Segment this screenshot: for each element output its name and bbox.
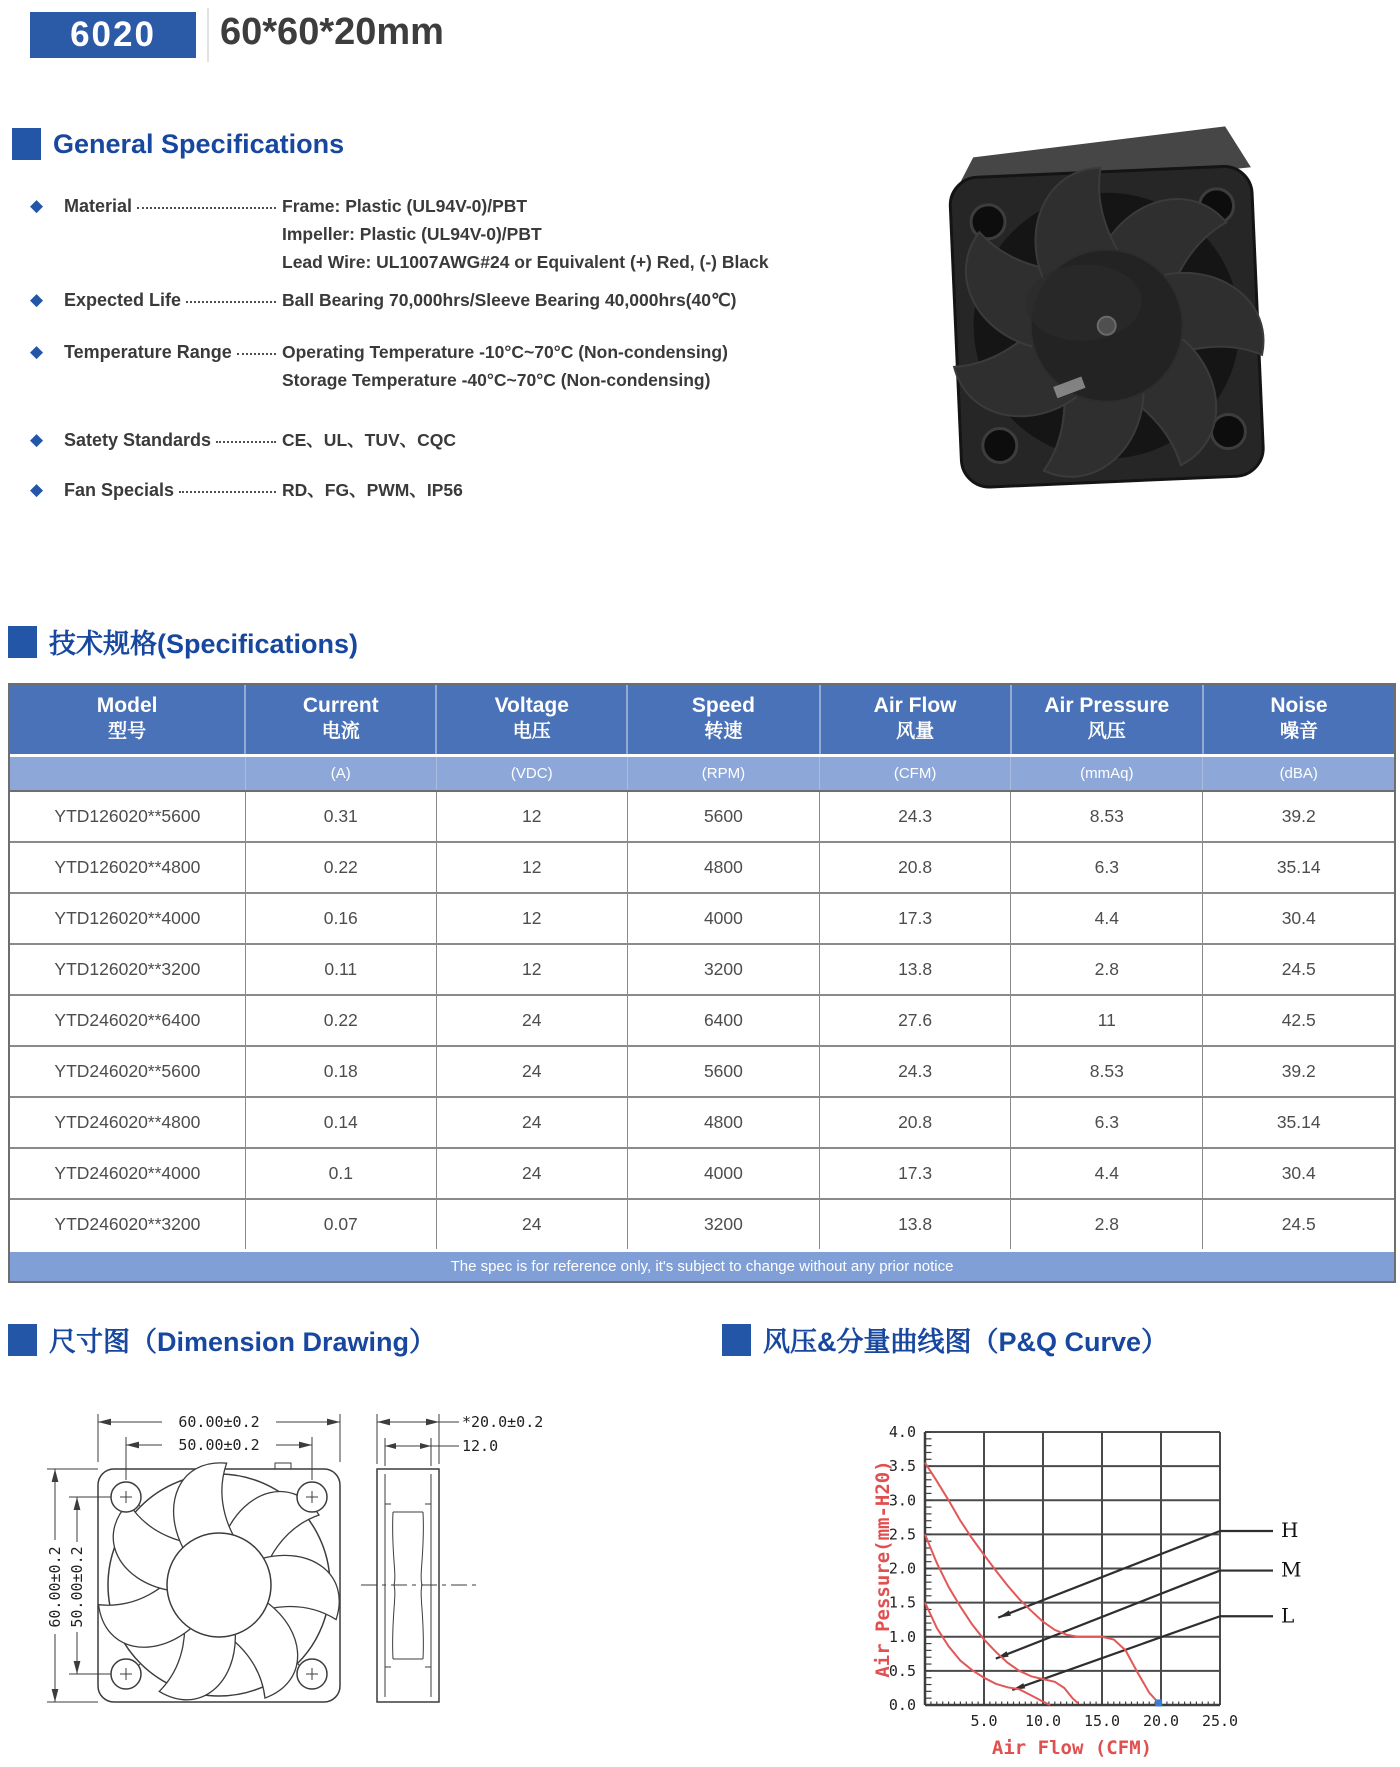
table-cell: 5600 — [627, 791, 819, 842]
y-tick-label: 0.0 — [888, 1696, 916, 1714]
table-cell: 0.31 — [245, 791, 436, 842]
table-cell: 35.14 — [1203, 842, 1394, 893]
speed-line-H — [998, 1531, 1220, 1618]
spec-value-line: Operating Temperature -10°C~70°C (Non-condensing) — [282, 342, 728, 362]
spec-item — [30, 476, 830, 504]
frame-notch — [275, 1463, 291, 1469]
unit-cell: (CFM) — [820, 756, 1011, 792]
dim-hole-pitch-v-label: 50.00±0.2 — [68, 1546, 86, 1628]
pq-chart — [745, 1385, 1345, 1767]
general-specs-header — [12, 128, 344, 160]
table-cell: 3200 — [627, 1199, 819, 1251]
table-row — [10, 944, 1394, 995]
diamond-bullet-icon: ◆ — [30, 196, 44, 215]
x-tick-label: 20.0 — [1142, 1712, 1180, 1730]
spec-value-line: Lead Wire: UL1007AWG#24 or Equivalent (+) Red, (-) Black — [282, 252, 769, 272]
table-cell: 13.8 — [820, 944, 1011, 995]
diamond-bullet-icon: ◆ — [30, 342, 44, 361]
table-row — [10, 1046, 1394, 1097]
table-cell: 0.22 — [245, 842, 436, 893]
x-axis-label: Air Flow (CFM) — [991, 1737, 1153, 1759]
spec-table-wrap — [8, 683, 1396, 1283]
y-tick-label: 3.0 — [888, 1491, 916, 1510]
spec-value — [282, 476, 830, 504]
table-cell: 4800 — [627, 1097, 819, 1148]
curve-end-marker — [1155, 1699, 1162, 1706]
table-cell: 11 — [1011, 995, 1203, 1046]
table-cell: 0.16 — [245, 893, 436, 944]
dotted-leader — [216, 426, 276, 443]
table-cell: 27.6 — [820, 995, 1011, 1046]
table-cell: YTD126020**4800 — [10, 842, 245, 893]
y-tick-label: 0.5 — [888, 1661, 916, 1680]
table-cell: 8.53 — [1011, 791, 1203, 842]
table-cell: YTD246020**5600 — [10, 1046, 245, 1097]
table-cell: YTD246020**4000 — [10, 1148, 245, 1199]
table-cell: 6.3 — [1011, 842, 1203, 893]
column-header: Speed 转速 — [627, 685, 819, 756]
hub-screw — [1097, 316, 1116, 335]
section-square-icon — [8, 626, 37, 658]
badge-divider — [207, 8, 209, 62]
spec-value-line: CE、UL、TUV、CQC — [282, 430, 457, 450]
table-cell: 6400 — [627, 995, 819, 1046]
speed-label-L: L — [1281, 1603, 1295, 1628]
spec-item — [30, 338, 830, 394]
dim-height-label: 60.00±0.2 — [46, 1546, 64, 1628]
unit-cell: (A) — [245, 756, 436, 792]
dim-hub-depth-label: 12.0 — [462, 1437, 499, 1455]
spec-value-line: Impeller: Plastic (UL94V-0)/PBT — [282, 224, 542, 244]
table-row — [10, 791, 1394, 842]
section-square-icon — [722, 1324, 751, 1356]
x-tick-label: 15.0 — [1083, 1712, 1121, 1730]
column-header: Model 型号 — [10, 685, 245, 756]
disclaimer-row — [10, 1251, 1394, 1282]
pq-curve-H — [925, 1463, 1159, 1703]
spec-value — [282, 286, 830, 314]
table-disclaimer: The spec is for reference only, it's subject to change without any prior notice — [10, 1251, 1394, 1282]
spec-table — [10, 685, 1394, 1281]
spec-label: Satety Standards — [64, 430, 212, 450]
dotted-leader — [237, 338, 276, 355]
table-cell: 0.22 — [245, 995, 436, 1046]
y-tick-label: 1.0 — [888, 1627, 916, 1646]
unit-cell — [10, 756, 245, 792]
table-row — [10, 1097, 1394, 1148]
y-tick-label: 1.5 — [888, 1593, 916, 1612]
table-cell: 0.07 — [245, 1199, 436, 1251]
table-cell: 4000 — [627, 893, 819, 944]
unit-row — [10, 756, 1394, 792]
general-spec-list — [30, 192, 830, 504]
unit-cell: (RPM) — [627, 756, 819, 792]
table-cell: 39.2 — [1203, 1046, 1394, 1097]
table-cell: 30.4 — [1203, 893, 1394, 944]
dim-hole-pitch-label: 50.00±0.2 — [178, 1436, 260, 1454]
dim-width-label: 60.00±0.2 — [178, 1413, 260, 1431]
spec-label: Temperature Range — [64, 342, 232, 362]
section-square-icon — [8, 1324, 37, 1356]
pq-section-title: 风压&分量曲线图（P&Q Curve） — [763, 1327, 1169, 1357]
table-cell: 24 — [436, 1046, 627, 1097]
table-cell: 13.8 — [820, 1199, 1011, 1251]
screw-hole — [970, 204, 1005, 239]
table-cell: 12 — [436, 944, 627, 995]
speed-line-M — [996, 1571, 1220, 1659]
table-cell: 0.1 — [245, 1148, 436, 1199]
diamond-bullet-icon: ◆ — [30, 430, 44, 449]
x-tick-label: 25.0 — [1201, 1712, 1239, 1730]
table-cell: 24.5 — [1203, 1199, 1394, 1251]
table-cell: 24 — [436, 1148, 627, 1199]
table-cell: 12 — [436, 842, 627, 893]
table-cell: 24.5 — [1203, 944, 1394, 995]
specs-section-title: 技术规格(Specifications) — [49, 629, 359, 659]
table-cell: 42.5 — [1203, 995, 1394, 1046]
diamond-bullet-icon: ◆ — [30, 480, 44, 499]
x-tick-label: 10.0 — [1024, 1712, 1062, 1730]
y-axis-label: Air Pessure(mm-H20) — [872, 1460, 894, 1678]
table-cell: 35.14 — [1203, 1097, 1394, 1148]
speed-label-M: M — [1281, 1557, 1302, 1582]
unit-cell: (dBA) — [1203, 756, 1394, 792]
unit-cell: (VDC) — [436, 756, 627, 792]
table-row — [10, 893, 1394, 944]
table-cell: 8.53 — [1011, 1046, 1203, 1097]
fan-product-photo — [935, 110, 1265, 505]
table-cell: 24 — [436, 1097, 627, 1148]
table-cell: 24.3 — [820, 791, 1011, 842]
dim-depth-label: *20.0±0.2 — [462, 1413, 544, 1431]
table-cell: 20.8 — [820, 1097, 1011, 1148]
spec-item — [30, 286, 830, 314]
table-cell: YTD246020**6400 — [10, 995, 245, 1046]
table-cell: 12 — [436, 791, 627, 842]
table-cell: 24 — [436, 995, 627, 1046]
general-specs-title: General Specifications — [53, 128, 345, 159]
y-tick-label: 4.0 — [888, 1423, 916, 1441]
fan-side-view — [361, 1469, 479, 1702]
table-cell: 4800 — [627, 842, 819, 893]
spec-value-line: RD、FG、PWM、IP56 — [282, 480, 463, 500]
size-title: 60*60*20mm — [220, 11, 444, 53]
model-code-badge: 6020 — [30, 12, 196, 58]
specs-section-header — [8, 622, 358, 661]
dimension-section-title: 尺寸图（Dimension Drawing） — [49, 1327, 437, 1357]
table-cell: 2.8 — [1011, 1199, 1203, 1251]
table-header-row — [10, 685, 1394, 756]
diamond-bullet-icon: ◆ — [30, 290, 44, 309]
spec-label: Fan Specials — [64, 480, 175, 500]
dotted-leader — [137, 192, 276, 209]
table-cell: 3200 — [627, 944, 819, 995]
speed-line-arrow — [998, 1610, 1011, 1617]
table-cell: YTD246020**4800 — [10, 1097, 245, 1148]
table-cell: 4.4 — [1011, 893, 1203, 944]
spec-item — [30, 426, 830, 454]
spec-label: Expected Life — [64, 290, 182, 310]
speed-label-H: H — [1281, 1517, 1299, 1542]
y-tick-label: 2.0 — [888, 1559, 916, 1578]
column-header: Air Flow 风量 — [820, 685, 1011, 756]
column-header: Noise 噪音 — [1203, 685, 1394, 756]
spec-value-line: Frame: Plastic (UL94V-0)/PBT — [282, 196, 528, 216]
table-cell: YTD126020**5600 — [10, 791, 245, 842]
table-cell: 0.18 — [245, 1046, 436, 1097]
table-row — [10, 1148, 1394, 1199]
spec-value — [282, 338, 830, 394]
table-cell: 30.4 — [1203, 1148, 1394, 1199]
dotted-leader — [186, 286, 276, 303]
hub-outline — [167, 1533, 271, 1637]
table-cell: 4000 — [627, 1148, 819, 1199]
table-row — [10, 995, 1394, 1046]
pq-curve-L — [925, 1603, 1050, 1705]
column-header: Air Pressure 风压 — [1011, 685, 1203, 756]
table-cell: 39.2 — [1203, 791, 1394, 842]
table-row — [10, 842, 1394, 893]
table-cell: 2.8 — [1011, 944, 1203, 995]
screw-hole — [982, 428, 1017, 463]
y-tick-label: 3.5 — [888, 1457, 916, 1476]
table-cell: 4.4 — [1011, 1148, 1203, 1199]
spec-value — [282, 426, 830, 454]
table-cell: 0.14 — [245, 1097, 436, 1148]
table-cell: YTD126020**4000 — [10, 893, 245, 944]
y-tick-label: 2.5 — [888, 1525, 916, 1544]
dimension-section-header — [8, 1320, 436, 1359]
dotted-leader — [179, 476, 276, 493]
table-row — [10, 1199, 1394, 1251]
dimension-drawing — [25, 1392, 545, 1767]
table-cell: 5600 — [627, 1046, 819, 1097]
table-cell: 17.3 — [820, 893, 1011, 944]
table-cell: 12 — [436, 893, 627, 944]
x-tick-label: 5.0 — [970, 1712, 998, 1730]
spec-value — [282, 192, 830, 276]
column-header: Voltage 电压 — [436, 685, 627, 756]
spec-label: Material — [64, 196, 133, 216]
spec-value-line: Storage Temperature -40°C~70°C (Non-condensing) — [282, 370, 711, 390]
table-cell: 20.8 — [820, 842, 1011, 893]
table-cell: YTD126020**3200 — [10, 944, 245, 995]
table-cell: 17.3 — [820, 1148, 1011, 1199]
table-cell: 24 — [436, 1199, 627, 1251]
column-header: Current 电流 — [245, 685, 436, 756]
table-cell: 0.11 — [245, 944, 436, 995]
table-cell: 24.3 — [820, 1046, 1011, 1097]
table-cell: 6.3 — [1011, 1097, 1203, 1148]
pq-section-header — [722, 1320, 1168, 1359]
section-square-icon — [12, 128, 41, 160]
unit-cell: (mmAq) — [1011, 756, 1203, 792]
pq-curve-M — [925, 1534, 1078, 1703]
table-cell: YTD246020**3200 — [10, 1199, 245, 1251]
spec-value-line: Ball Bearing 70,000hrs/Sleeve Bearing 40,000hrs(40℃) — [282, 290, 737, 310]
spec-item — [30, 192, 830, 276]
